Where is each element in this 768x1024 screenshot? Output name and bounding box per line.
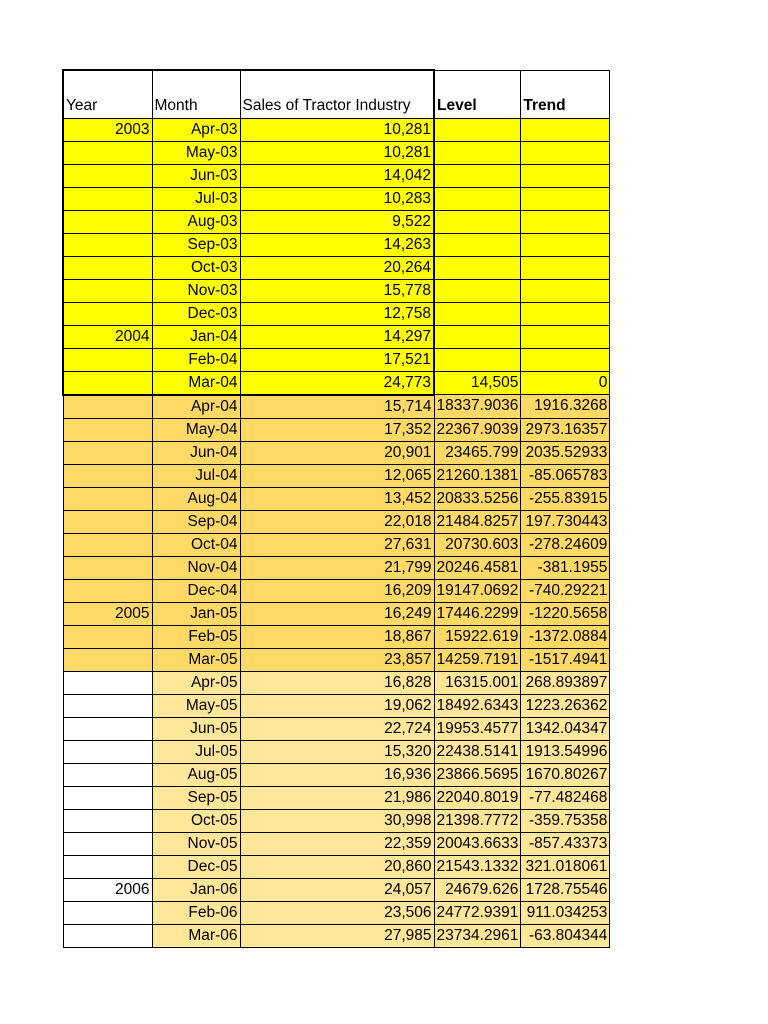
table-row: [63, 348, 610, 371]
cell-level[interactable]: 14259.7191: [434, 648, 521, 671]
cell-sales[interactable]: 12,758: [240, 302, 434, 325]
header-row: [63, 70, 610, 118]
cell-sales[interactable]: 20,264: [240, 256, 434, 279]
table-row: [63, 302, 610, 325]
cell-year[interactable]: [63, 418, 152, 441]
cell-level[interactable]: [434, 348, 521, 371]
cell-level[interactable]: 24772.9391: [434, 901, 521, 924]
cell-trend[interactable]: 321.018061: [521, 855, 610, 878]
cell-month[interactable]: Oct-05: [152, 809, 240, 832]
cell-level[interactable]: 23734.2961: [434, 924, 521, 947]
cell-sales[interactable]: 10,281: [240, 118, 434, 141]
cell-sales[interactable]: 19,062: [240, 694, 434, 717]
cell-sales[interactable]: 24,773: [240, 371, 434, 395]
table-row: [63, 418, 610, 441]
cell-year[interactable]: [63, 763, 152, 786]
spreadsheet-body: [63, 70, 610, 947]
cell-year[interactable]: [63, 740, 152, 763]
table-row: [63, 487, 610, 510]
cell-sales[interactable]: 17,521: [240, 348, 434, 371]
cell-level[interactable]: 20043.6633: [434, 832, 521, 855]
table-row: [63, 118, 610, 141]
cell-year[interactable]: [63, 279, 152, 302]
table-row: [63, 141, 610, 164]
cell-month[interactable]: Jul-04: [152, 464, 240, 487]
cell-trend[interactable]: 1728.75546: [521, 878, 610, 901]
cell-trend[interactable]: -740.29221: [521, 579, 610, 602]
cell-month[interactable]: Feb-04: [152, 348, 240, 371]
cell-level[interactable]: 24679.626: [434, 878, 521, 901]
cell-month[interactable]: Mar-06: [152, 924, 240, 947]
cell-month[interactable]: Dec-03: [152, 302, 240, 325]
cell-level[interactable]: [434, 141, 521, 164]
cell-year[interactable]: [63, 786, 152, 809]
cell-level[interactable]: 16315.001: [434, 671, 521, 694]
cell-trend[interactable]: -1372.0884: [521, 625, 610, 648]
cell-sales[interactable]: 16,936: [240, 763, 434, 786]
table-row: [63, 187, 610, 210]
cell-trend[interactable]: 2035.52933: [521, 441, 610, 464]
cell-trend[interactable]: 268.893897: [521, 671, 610, 694]
cell-trend[interactable]: 1916.3268: [521, 395, 610, 419]
cell-month[interactable]: Jun-05: [152, 717, 240, 740]
cell-year[interactable]: [63, 671, 152, 694]
cell-year[interactable]: [63, 141, 152, 164]
table-row: [63, 510, 610, 533]
cell-level[interactable]: [434, 233, 521, 256]
cell-trend[interactable]: -85.065783: [521, 464, 610, 487]
cell-month[interactable]: Jul-05: [152, 740, 240, 763]
cell-year[interactable]: 2003: [63, 118, 152, 141]
cell-trend[interactable]: 911.034253: [521, 901, 610, 924]
cell-year[interactable]: [63, 924, 152, 947]
cell-trend[interactable]: [521, 256, 610, 279]
cell-sales[interactable]: 20,901: [240, 441, 434, 464]
cell-sales[interactable]: 12,065: [240, 464, 434, 487]
cell-month[interactable]: Apr-05: [152, 671, 240, 694]
cell-year[interactable]: [63, 348, 152, 371]
cell-year[interactable]: [63, 855, 152, 878]
cell-month[interactable]: Nov-03: [152, 279, 240, 302]
table-row: [63, 763, 610, 786]
cell-sales[interactable]: 14,042: [240, 164, 434, 187]
table-row: [63, 901, 610, 924]
cell-month[interactable]: Jun-04: [152, 441, 240, 464]
cell-trend[interactable]: -1517.4941: [521, 648, 610, 671]
cell-sales[interactable]: 21,986: [240, 786, 434, 809]
cell-sales[interactable]: 9,522: [240, 210, 434, 233]
cell-level[interactable]: [434, 256, 521, 279]
cell-trend[interactable]: -255.83915: [521, 487, 610, 510]
cell-month[interactable]: Oct-03: [152, 256, 240, 279]
cell-level[interactable]: 18337.9036: [434, 395, 521, 419]
cell-month[interactable]: Mar-05: [152, 648, 240, 671]
cell-level[interactable]: 21543.1332: [434, 855, 521, 878]
cell-year[interactable]: [63, 210, 152, 233]
cell-sales[interactable]: 23,857: [240, 648, 434, 671]
cell-sales[interactable]: 20,860: [240, 855, 434, 878]
cell-month[interactable]: Aug-05: [152, 763, 240, 786]
cell-trend[interactable]: [521, 210, 610, 233]
table-row: [63, 671, 610, 694]
cell-year[interactable]: [63, 441, 152, 464]
header-level[interactable]: Level: [434, 70, 521, 118]
cell-month[interactable]: Apr-04: [152, 395, 240, 419]
cell-level[interactable]: [434, 210, 521, 233]
cell-month[interactable]: Nov-04: [152, 556, 240, 579]
cell-sales[interactable]: 15,714: [240, 395, 434, 419]
table-row: [63, 717, 610, 740]
table-row: [63, 740, 610, 763]
table-row: [63, 556, 610, 579]
cell-trend[interactable]: [521, 348, 610, 371]
cell-month[interactable]: Dec-04: [152, 579, 240, 602]
cell-level[interactable]: [434, 279, 521, 302]
cell-trend[interactable]: [521, 302, 610, 325]
cell-year[interactable]: [63, 556, 152, 579]
cell-sales[interactable]: 18,867: [240, 625, 434, 648]
cell-trend[interactable]: -77.482468: [521, 786, 610, 809]
cell-trend[interactable]: [521, 118, 610, 141]
cell-level[interactable]: [434, 118, 521, 141]
cell-level[interactable]: 21484.8257: [434, 510, 521, 533]
cell-level[interactable]: 20730.603: [434, 533, 521, 556]
cell-level[interactable]: [434, 187, 521, 210]
cell-trend[interactable]: [521, 325, 610, 348]
table-row: [63, 164, 610, 187]
cell-level[interactable]: 18492.6343: [434, 694, 521, 717]
cell-year[interactable]: [63, 395, 152, 419]
cell-level[interactable]: 22040.8019: [434, 786, 521, 809]
cell-sales[interactable]: 15,320: [240, 740, 434, 763]
cell-sales[interactable]: 23,506: [240, 901, 434, 924]
cell-sales[interactable]: 10,281: [240, 141, 434, 164]
cell-month[interactable]: Dec-05: [152, 855, 240, 878]
cell-trend[interactable]: -359.75358: [521, 809, 610, 832]
table-row: [63, 256, 610, 279]
cell-sales[interactable]: 22,724: [240, 717, 434, 740]
table-row: [63, 395, 610, 419]
cell-year[interactable]: [63, 371, 152, 395]
cell-level[interactable]: 23465.799: [434, 441, 521, 464]
table-row: [63, 233, 610, 256]
cell-year[interactable]: [63, 717, 152, 740]
table-row: [63, 855, 610, 878]
cell-month[interactable]: Aug-03: [152, 210, 240, 233]
cell-month[interactable]: Jan-05: [152, 602, 240, 625]
cell-month[interactable]: Feb-06: [152, 901, 240, 924]
cell-trend[interactable]: -1220.5658: [521, 602, 610, 625]
cell-sales[interactable]: 16,249: [240, 602, 434, 625]
cell-trend[interactable]: [521, 164, 610, 187]
table-row: [63, 878, 610, 901]
cell-sales[interactable]: 21,799: [240, 556, 434, 579]
table-row: [63, 602, 610, 625]
cell-year[interactable]: [63, 302, 152, 325]
cell-trend[interactable]: 2973.16357: [521, 418, 610, 441]
table-row: [63, 694, 610, 717]
cell-sales[interactable]: 22,018: [240, 510, 434, 533]
cell-sales[interactable]: 30,998: [240, 809, 434, 832]
table-row: [63, 648, 610, 671]
cell-sales[interactable]: 14,263: [240, 233, 434, 256]
cell-year[interactable]: 2006: [63, 878, 152, 901]
cell-trend[interactable]: 1670.80267: [521, 763, 610, 786]
cell-month[interactable]: Jan-06: [152, 878, 240, 901]
cell-month[interactable]: Oct-04: [152, 533, 240, 556]
cell-year[interactable]: [63, 901, 152, 924]
cell-sales[interactable]: 15,778: [240, 279, 434, 302]
cell-month[interactable]: Jun-03: [152, 164, 240, 187]
cell-year[interactable]: [63, 809, 152, 832]
cell-level[interactable]: 14,505: [434, 371, 521, 395]
table-row: [63, 625, 610, 648]
cell-year[interactable]: [63, 233, 152, 256]
cell-month[interactable]: May-05: [152, 694, 240, 717]
table-row: [63, 441, 610, 464]
cell-month[interactable]: Sep-03: [152, 233, 240, 256]
cell-level[interactable]: 21398.7772: [434, 809, 521, 832]
table-row: [63, 924, 610, 947]
table-row: [63, 279, 610, 302]
cell-year[interactable]: [63, 625, 152, 648]
header-month[interactable]: Month: [152, 70, 240, 118]
cell-year[interactable]: [63, 579, 152, 602]
header-trend[interactable]: Trend: [521, 70, 610, 118]
table-row: [63, 786, 610, 809]
cell-month[interactable]: Aug-04: [152, 487, 240, 510]
table-row: [63, 533, 610, 556]
cell-month[interactable]: May-04: [152, 418, 240, 441]
cell-level[interactable]: 19953.4577: [434, 717, 521, 740]
table-row: [63, 832, 610, 855]
cell-trend[interactable]: 1913.54996: [521, 740, 610, 763]
cell-sales[interactable]: 14,297: [240, 325, 434, 348]
cell-month[interactable]: Jan-04: [152, 325, 240, 348]
cell-month[interactable]: Sep-05: [152, 786, 240, 809]
cell-year[interactable]: [63, 510, 152, 533]
cell-sales[interactable]: 13,452: [240, 487, 434, 510]
table-row: [63, 579, 610, 602]
cell-trend[interactable]: 197.730443: [521, 510, 610, 533]
cell-year[interactable]: 2004: [63, 325, 152, 348]
cell-level[interactable]: 17446.2299: [434, 602, 521, 625]
table-row: [63, 210, 610, 233]
cell-level[interactable]: 22367.9039: [434, 418, 521, 441]
cell-level[interactable]: [434, 164, 521, 187]
cell-month[interactable]: Feb-05: [152, 625, 240, 648]
cell-sales[interactable]: 16,209: [240, 579, 434, 602]
cell-trend[interactable]: 0: [521, 371, 610, 395]
header-sales[interactable]: Sales of Tractor Industry: [240, 70, 434, 118]
cell-month[interactable]: Sep-04: [152, 510, 240, 533]
cell-year[interactable]: [63, 694, 152, 717]
cell-trend[interactable]: -381.1955: [521, 556, 610, 579]
cell-sales[interactable]: 17,352: [240, 418, 434, 441]
cell-level[interactable]: [434, 302, 521, 325]
table-row: [63, 371, 610, 395]
cell-month[interactable]: May-03: [152, 141, 240, 164]
cell-trend[interactable]: [521, 279, 610, 302]
table-row: [63, 809, 610, 832]
cell-level[interactable]: 23866.5695: [434, 763, 521, 786]
cell-month[interactable]: Nov-05: [152, 832, 240, 855]
cell-level[interactable]: 19147.0692: [434, 579, 521, 602]
cell-trend[interactable]: [521, 233, 610, 256]
cell-year[interactable]: [63, 187, 152, 210]
cell-level[interactable]: [434, 325, 521, 348]
cell-trend[interactable]: -63.804344: [521, 924, 610, 947]
spreadsheet-table: [62, 69, 610, 948]
header-year[interactable]: Year: [63, 70, 152, 118]
cell-sales[interactable]: 27,631: [240, 533, 434, 556]
cell-level[interactable]: 15922.619: [434, 625, 521, 648]
cell-year[interactable]: [63, 533, 152, 556]
cell-trend[interactable]: 1223.26362: [521, 694, 610, 717]
cell-sales[interactable]: 16,828: [240, 671, 434, 694]
table-row: [63, 325, 610, 348]
cell-sales[interactable]: 10,283: [240, 187, 434, 210]
cell-sales[interactable]: 22,359: [240, 832, 434, 855]
cell-trend[interactable]: -278.24609: [521, 533, 610, 556]
cell-month[interactable]: Jul-03: [152, 187, 240, 210]
cell-trend[interactable]: 1342.04347: [521, 717, 610, 740]
cell-trend[interactable]: [521, 187, 610, 210]
cell-sales[interactable]: 24,057: [240, 878, 434, 901]
cell-year[interactable]: [63, 464, 152, 487]
cell-year[interactable]: [63, 832, 152, 855]
cell-year[interactable]: [63, 648, 152, 671]
cell-month[interactable]: Apr-03: [152, 118, 240, 141]
cell-month[interactable]: Mar-04: [152, 371, 240, 395]
cell-trend[interactable]: [521, 141, 610, 164]
cell-level[interactable]: 21260.1381: [434, 464, 521, 487]
cell-level[interactable]: 20833.5256: [434, 487, 521, 510]
cell-sales[interactable]: 27,985: [240, 924, 434, 947]
cell-year[interactable]: 2005: [63, 602, 152, 625]
cell-level[interactable]: 22438.5141: [434, 740, 521, 763]
cell-trend[interactable]: -857.43373: [521, 832, 610, 855]
cell-year[interactable]: [63, 164, 152, 187]
cell-year[interactable]: [63, 256, 152, 279]
cell-level[interactable]: 20246.4581: [434, 556, 521, 579]
table-row: [63, 464, 610, 487]
cell-year[interactable]: [63, 487, 152, 510]
